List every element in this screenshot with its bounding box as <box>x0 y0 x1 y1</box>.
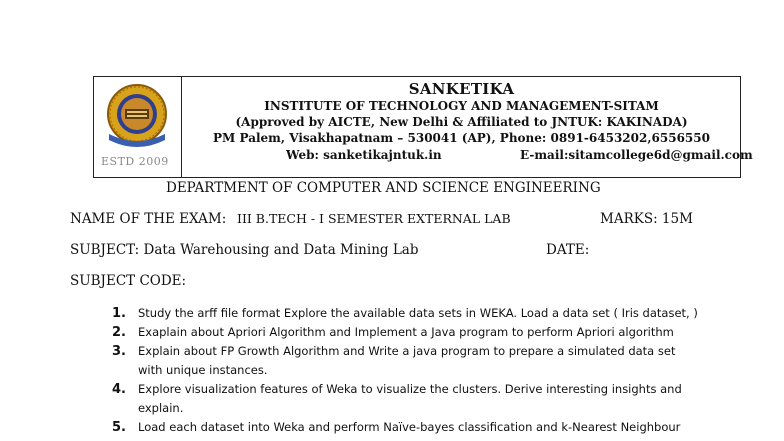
date-label: DATE: <box>546 242 590 258</box>
question-number: 3. <box>112 344 126 359</box>
question-number: 1. <box>112 306 126 321</box>
department-title: DEPARTMENT OF COMPUTER AND SCIENCE ENGINEERING <box>166 180 601 196</box>
institution-email: E-mail:sitamcollege6d@gmail.com <box>520 148 753 162</box>
question-text: Study the arff file format Explore the available data sets in WEKA. Load a data set ( Iris dataset, ) <box>138 306 698 320</box>
question-number: 2. <box>112 325 126 340</box>
marks-label: MARKS: 15M <box>600 211 693 227</box>
institution-full-name: INSTITUTE OF TECHNOLOGY AND MANAGEMENT-SITAM <box>264 99 659 113</box>
list-item <box>112 380 702 418</box>
question-text: Exaplain about Apriori Algorithm and Implement a Java program to perform Apriori algorithm <box>138 325 674 339</box>
list-item <box>112 323 702 342</box>
question-text: Explain about FP Growth Algorithm and Write a java program to prepare a simulated data set with unique instances. <box>138 344 676 377</box>
question-list <box>112 304 702 437</box>
list-item <box>112 342 702 380</box>
logo-estd-text: ESTD 2009 <box>101 155 169 168</box>
question-number: 4. <box>112 382 126 397</box>
logo-cell <box>93 76 182 178</box>
exam-name-value: III B.TECH - I SEMESTER EXTERNAL LAB <box>237 211 511 226</box>
question-text: Explore visualization features of Weka to visualize the clusters. Derive interesting insights and explain. <box>138 382 682 415</box>
question-number: 5. <box>112 420 126 435</box>
exam-name-label: NAME OF THE EXAM: <box>70 211 227 227</box>
institution-name: SANKETIKA <box>408 80 515 98</box>
question-text: Load each dataset into Weka and perform Naïve-bayes classification and k-Nearest Neighbour <box>138 420 681 434</box>
list-item <box>112 418 702 437</box>
institution-web: Web: sanketikajntuk.in <box>286 148 442 162</box>
list-item <box>112 304 702 323</box>
college-logo-icon <box>105 82 169 150</box>
subject-code-label: SUBJECT CODE: <box>70 273 187 289</box>
subject-line: SUBJECT: Data Warehousing and Data Mining Lab <box>70 242 419 258</box>
institution-address: PM Palem, Visakhapatnam – 530041 (AP), Phone: 0891-6453202,6556550 <box>213 131 710 145</box>
institution-approval: (Approved by AICTE, New Delhi & Affiliated to JNTUK: KAKINADA) <box>235 115 688 129</box>
